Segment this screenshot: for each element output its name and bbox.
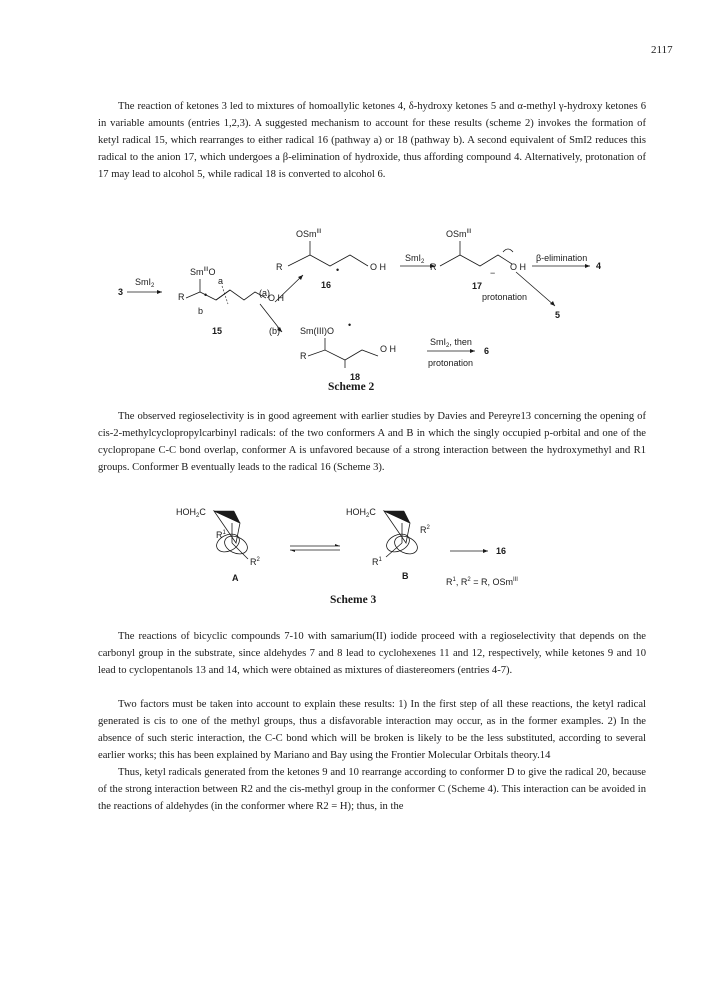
s2-smi2-left: SmI$_2$ bbox=[135, 277, 155, 289]
s2-r3: R bbox=[178, 292, 185, 302]
s2-n4: 4 bbox=[596, 261, 602, 271]
svg-text:•: • bbox=[336, 265, 340, 275]
scheme-3-caption: Scheme 3 bbox=[330, 594, 377, 606]
s2-oh4: O H bbox=[380, 344, 397, 354]
paragraph-5-text: Thus, ketyl radicals generated from the ketones 9 and 10 rearrange according to conformer D to give the radical 20, because of the strong interaction between R2 and the cis-methyl group in the conformer C (Scheme 4). This interaction can be avoided in the reactions of aldehydes (in the conformer where R2 = H); thus, in the bbox=[98, 767, 646, 812]
paragraph-3-text: The reactions of bicyclic compounds 7-10 with samarium(II) iodide proceed with a regioselectivity that depends on the carbonyl group in the substrate, since aldehydes 7 and 8 lead to cyclohexenes 11 and 12, respectively, while ketones 9 and 10 lead to cyclopentanols 13 and 14, which were obtained as mixtures of diastereomers (entries 4-7). bbox=[98, 631, 646, 676]
s2-b: b bbox=[198, 306, 204, 316]
s2-a: a bbox=[218, 276, 224, 286]
s3-r2-a: $R^2$ bbox=[250, 557, 260, 567]
s3-r2-b: $R^2$ bbox=[420, 525, 430, 535]
s3-hoh2c-a: $HOH_2C$ bbox=[176, 507, 206, 519]
s2-smi2-mid: SmI$_2$ bbox=[405, 253, 425, 265]
s2-r2: R bbox=[430, 262, 437, 272]
s2-oh1: O H bbox=[370, 262, 387, 272]
s3-B: B bbox=[402, 571, 409, 581]
s2-n17: 17 bbox=[472, 281, 483, 291]
svg-text:•: • bbox=[348, 320, 352, 330]
s2-sm-o: $Sm^{III}O$ bbox=[190, 267, 216, 277]
s2-n6: 6 bbox=[484, 346, 490, 356]
s2-protonation2: protonation bbox=[428, 358, 474, 368]
s3-r1-b: $R^1$ bbox=[372, 557, 382, 567]
s2-oh2: O H bbox=[510, 262, 527, 272]
s2-smi2-then: SmI$_2$, then bbox=[430, 337, 472, 349]
s2-oh3: O H bbox=[268, 293, 285, 303]
s3-A: A bbox=[232, 573, 239, 583]
s2-n18: 18 bbox=[350, 372, 361, 382]
s2-r4: R bbox=[300, 351, 307, 361]
svg-text:−: − bbox=[490, 268, 496, 278]
s2-protonation1: protonation bbox=[482, 292, 528, 302]
paragraph-1 bbox=[98, 98, 646, 183]
s2-r1: R bbox=[276, 262, 283, 272]
s2-n3: 3 bbox=[118, 287, 124, 297]
s3-r1-a: $R^1$ bbox=[216, 530, 226, 540]
scheme-2-caption: Scheme 2 bbox=[328, 381, 375, 393]
s2-beta: β-elimination bbox=[536, 253, 588, 263]
scheme-2-diagram bbox=[100, 228, 620, 390]
s3-legend: $R^1$, $R^2 = R$, OSm$^{III}$ bbox=[446, 577, 518, 587]
s2-n15: 15 bbox=[212, 326, 223, 336]
paragraph-5 bbox=[98, 764, 646, 815]
s2-n16: 16 bbox=[321, 280, 332, 290]
scheme-3-diagram bbox=[170, 503, 590, 593]
s2-a-path: (a) bbox=[259, 288, 270, 298]
s2-sm-o2: Sm(III)O bbox=[300, 326, 334, 336]
paragraph-1-text: The reaction of ketones 3 led to mixtures of homoallylic ketones 4, δ-hydroxy ketones 5 and α-methyl γ-hydroxy ketones 6 in variable amounts (entries 1,2,3). A suggested mechanism to account for these results (scheme 2) invokes the formation of ketyl radical 15, which rearranges to either radical 16 (pathway a) or 18 (pathway b). A second equivalent of SmI2 reduces this radical to the anion 17, which undergoes a β-elimination of hydroxide, thus affording compound 4. Alternatively, protonation of 17 may lead to alcohol 5, while radical 18 is converted to alcohol 6. bbox=[98, 101, 646, 180]
paragraph-4-text: Two factors must be taken into account to explain these results: 1) In the first step of all these reactions, the ketyl radical generated is cis to one of the methyl groups, thus a disfavorable interaction may occur, as in the former examples. 2) In the absence of such steric interaction, the C-C bond which will be broken is likely to be the less substituted, according to several earlier works; this has been explained by Mariano and Bay using the Frontier Molecular Orbitals theory.14 bbox=[98, 699, 646, 761]
s2-osm-top2: OSm$^{III}$ bbox=[446, 229, 472, 239]
s3-hoh2c-b: $HOH_2C$ bbox=[346, 507, 376, 519]
s2-b-path: (b) bbox=[269, 326, 280, 336]
svg-text:•: • bbox=[204, 290, 208, 300]
paragraph-3 bbox=[98, 628, 646, 679]
paragraph-4 bbox=[98, 696, 646, 764]
s2-n5: 5 bbox=[555, 310, 561, 320]
page-number: 2117 bbox=[651, 44, 673, 56]
paragraph-2 bbox=[98, 408, 646, 476]
s2-osm-top1: OSm$^{III}$ bbox=[296, 229, 322, 239]
paragraph-2-text: The observed regioselectivity is in good agreement with earlier studies by Davies and Pereyre13 concerning the opening of cis-2-methylcyclopropylcarbinyl radicals: of the two conformers A and B in which the singly occupied p-orbital and one of the cyclopropane C-C bond overlap, conformer A is unfavored because of a strong interaction between the hydroxymethyl and R1 groups. Conformer B eventually leads to the radical 16 (Scheme 3). bbox=[98, 411, 646, 473]
s3-n16: 16 bbox=[496, 546, 507, 556]
